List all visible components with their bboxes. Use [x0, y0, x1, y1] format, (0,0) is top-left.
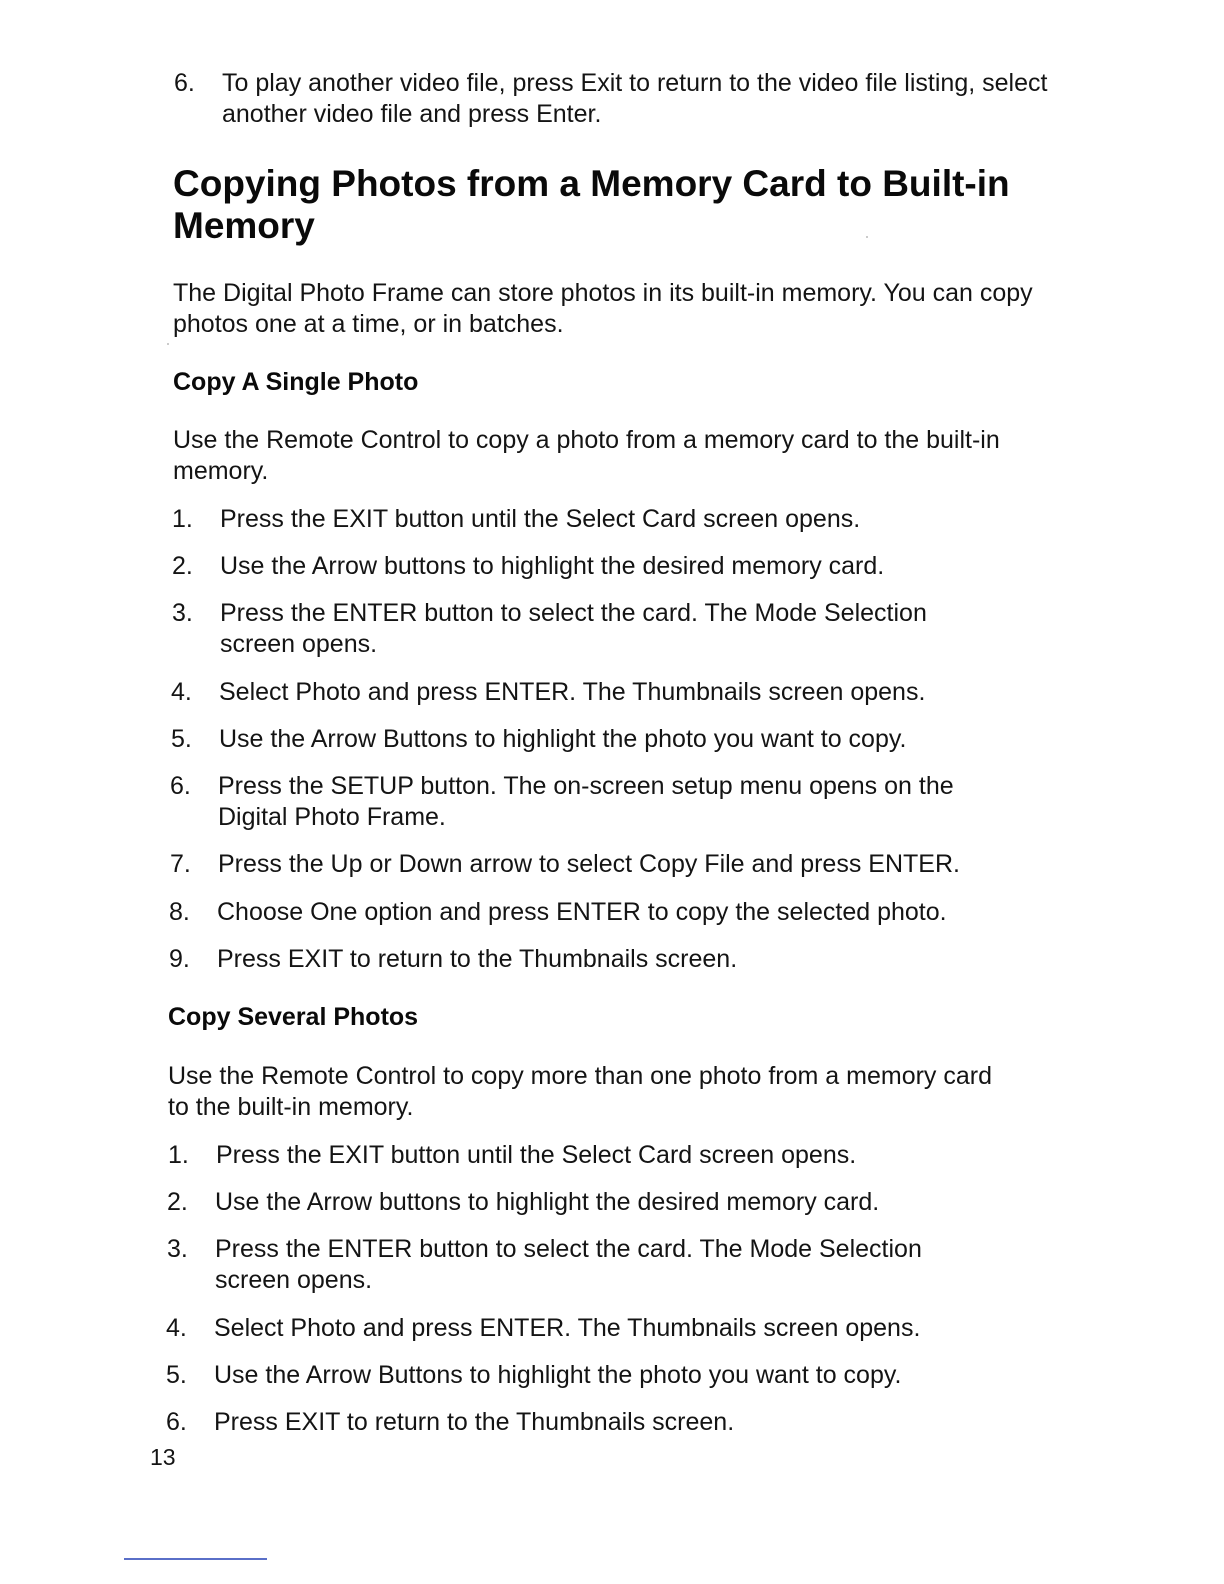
step-number: 8. — [169, 898, 190, 926]
several-step-2 — [167, 1187, 1037, 1218]
step-text: Use the Arrow buttons to highlight the desired memory card. — [220, 552, 885, 580]
step-number: 4. — [166, 1314, 187, 1342]
step-number: 6. — [166, 1408, 187, 1436]
single-step-5 — [171, 724, 1041, 755]
step-number: 1. — [168, 1141, 189, 1169]
page-number: 13 — [150, 1444, 176, 1470]
step-text: Use the Arrow buttons to highlight the desired memory card. — [215, 1188, 880, 1216]
step-number: 3. — [167, 1235, 188, 1263]
single-step-6 — [170, 771, 1030, 833]
single-photo-intro: Use the Remote Control to copy a photo from a memory card to the built-in memory. — [173, 426, 1000, 485]
step-text: Use the Arrow Buttons to highlight the photo you want to copy. — [214, 1361, 902, 1389]
step-number: 5. — [171, 725, 192, 753]
step-number: 4. — [171, 678, 192, 706]
step-text: Press EXIT to return to the Thumbnails screen. — [217, 945, 738, 973]
single-step-7 — [170, 849, 1070, 880]
step-number: 3. — [172, 599, 193, 627]
several-step-1 — [168, 1140, 1038, 1171]
several-step-5 — [166, 1360, 1036, 1391]
single-step-3 — [172, 598, 1002, 660]
single-photo-heading: Copy A Single Photo — [173, 368, 419, 396]
several-photos-heading: Copy Several Photos — [168, 1003, 419, 1031]
section-intro: The Digital Photo Frame can store photos in its built-in memory. You can copy photos one at a time, or in batches. — [173, 279, 1033, 338]
step-number: 6. — [170, 772, 191, 800]
step-text: Press the SETUP button. The on-screen setup menu opens on the Digital Photo Frame. — [218, 772, 954, 831]
step-text: Press the EXIT button until the Select Card screen opens. — [216, 1141, 857, 1169]
single-step-1 — [172, 504, 1042, 535]
step-text: Choose One option and press ENTER to copy the selected photo. — [217, 898, 947, 926]
scan-speck — [167, 343, 169, 345]
single-step-9 — [169, 944, 1069, 975]
step-text: To play another video file, press Exit to return to the video file listing, select another video file and press Enter. — [222, 69, 1048, 128]
step-number: 5. — [166, 1361, 187, 1389]
step-text: Select Photo and press ENTER. The Thumbnails screen opens. — [219, 678, 926, 706]
step-number: 2. — [172, 552, 193, 580]
several-photos-intro: Use the Remote Control to copy more than one photo from a memory card to the built-in memory. — [168, 1062, 992, 1121]
several-step-3 — [167, 1234, 997, 1296]
step-text: Press the ENTER button to select the card. The Mode Selection screen opens. — [215, 1235, 922, 1294]
step-text: Press the Up or Down arrow to select Copy File and press ENTER. — [218, 850, 960, 878]
step-text: Press the ENTER button to select the card. The Mode Selection screen opens. — [220, 599, 927, 658]
step-number: 7. — [170, 850, 191, 878]
intro-step — [174, 68, 1054, 130]
single-step-8 — [169, 897, 1069, 928]
step-number: 1. — [172, 505, 193, 533]
step-number: 9. — [169, 945, 190, 973]
step-text: Use the Arrow Buttons to highlight the photo you want to copy. — [219, 725, 907, 753]
step-text: Press EXIT to return to the Thumbnails screen. — [214, 1408, 735, 1436]
step-text: Press the EXIT button until the Select Card screen opens. — [220, 505, 861, 533]
single-step-4 — [171, 677, 1041, 708]
footer-rule — [124, 1558, 267, 1560]
scan-speck — [866, 236, 868, 238]
section-title: Copying Photos from a Memory Card to Built-in Memory — [173, 163, 1010, 246]
several-step-6 — [166, 1407, 1036, 1438]
step-number: 2. — [167, 1188, 188, 1216]
step-number: 6. — [174, 69, 195, 97]
single-step-2 — [172, 551, 1042, 582]
step-text: Select Photo and press ENTER. The Thumbnails screen opens. — [214, 1314, 921, 1342]
several-step-4 — [166, 1313, 1036, 1344]
